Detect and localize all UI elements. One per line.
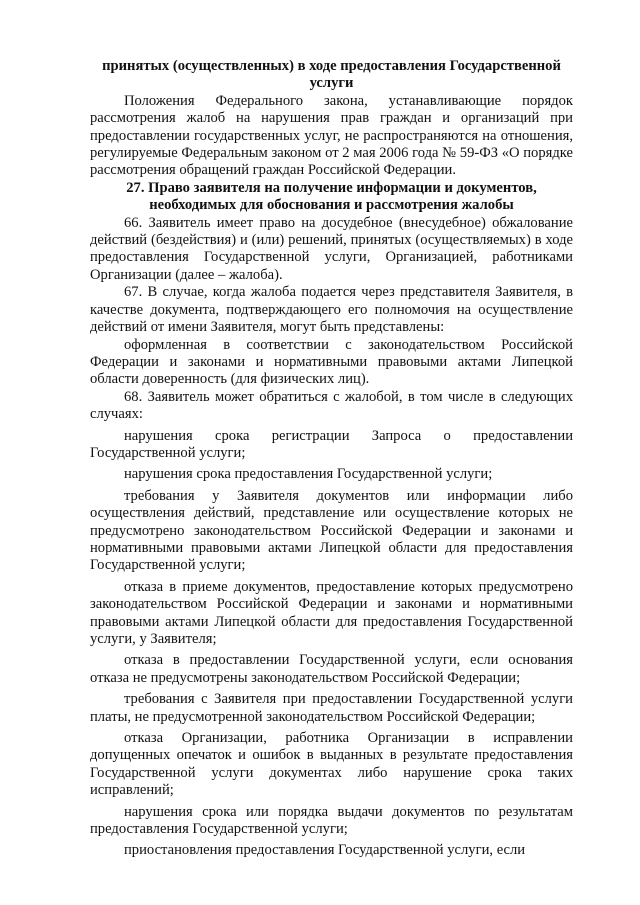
case-item: нарушения срока предоставления Государственной услуги; [124, 466, 493, 483]
paragraph-66: 66. Заявитель имеет право на досудебное (внесудебное) обжалование действий (бездействия) и (или) решений, принятых (осуществляемых) в ходе предоставления Государственной услуги, Организацией, работниками Организации (далее – жалоба). [90, 214, 573, 283]
case-item: нарушения срока или порядка выдачи документов по результатам предоставления Государственной услуги; [90, 803, 573, 838]
paragraph-intro: Положения Федерального закона, устанавливающие порядок рассмотрения жалоб на нарушения прав граждан и организаций при предоставлении государственных услуг, не распространяются на отношения, регулируемые Федеральным законом от 2 мая 2006 года № 59-ФЗ «О порядке рассмотрения обращений граждан Российской Федерации. [90, 92, 573, 179]
document-page [90, 58, 573, 860]
case-item: отказа в приеме документов, предоставление которых предусмотрено законодательством Российской Федерации и законами и нормативными правовыми актами Липецкой области для предоставления Государственной услуги, у Заявителя; [90, 578, 573, 647]
case-item: отказа Организации, работника Организации в исправлении допущенных опечаток и ошибок в выданных в результате предоставления Государственной услуги документах либо нарушение срока таких исправлений; [90, 730, 573, 799]
paragraph-67: 67. В случае, когда жалоба подается через представителя Заявителя, в качестве документа, подтверждающего его полномочия на осуществление действий от имени Заявителя, могут быть представлены: [90, 284, 573, 336]
case-item: требования у Заявителя документов или информации либо осуществления действий, представление или осуществление которых не предусмотрено законодательством Российской Федерации и законами и нормативными правовыми актами Липецкой области для предоставления Государственной услуги; [90, 487, 573, 574]
case-item: приостановления предоставления Государственной услуги, если [124, 842, 526, 859]
paragraph-67-item: оформленная в соответствии с законодательством Российской Федерации и законами и нормативными правовыми актами Липецкой области доверенность (для физических лиц). [90, 336, 573, 388]
paragraph-68: 68. Заявитель может обратиться с жалобой, в том числе в следующих случаях: [90, 388, 573, 423]
case-item: требования с Заявителя при предоставлении Государственной услуги платы, не предусмотренной законодательством Российской Федерации; [90, 691, 573, 725]
section-heading-top: принятых (осуществленных) в ходе предоставления Государственной услуги [102, 58, 561, 92]
case-item: нарушения срока регистрации Запроса о предоставлении Государственной услуги; [90, 427, 573, 461]
section-heading-27: 27. Право заявителя на получение информации и документов, необходимых для обоснования и рассмотрения жалобы [126, 179, 537, 214]
case-item: отказа в предоставлении Государственной услуги, если основания отказа не предусмотрены законодательством Российской Федерации; [90, 652, 573, 686]
